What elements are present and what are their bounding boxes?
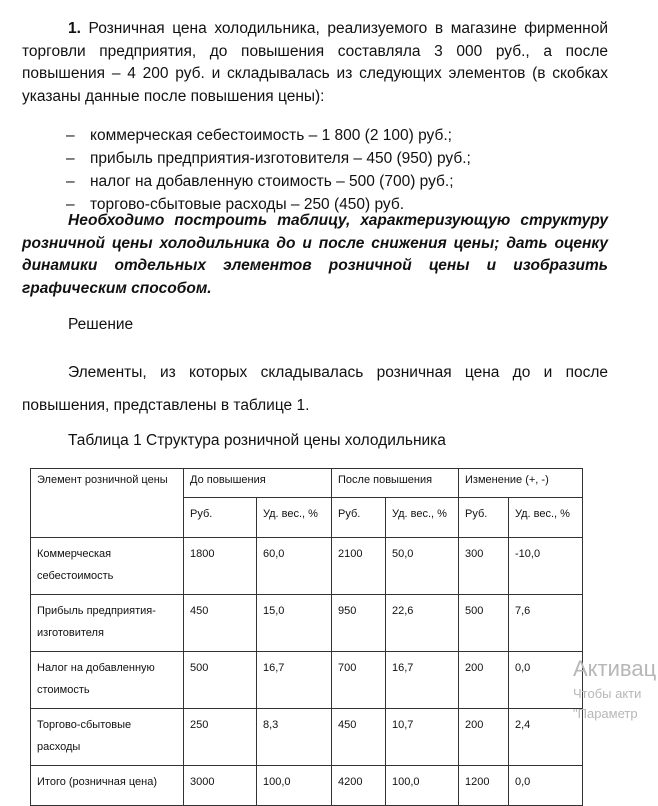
table-row [31,652,583,709]
table-caption: Таблица 1 Структура розничной цены холодильника [68,432,446,449]
table-cell: 500 [184,652,257,709]
row-label-line: Коммерческая [37,548,112,560]
table-cell: 500 [459,595,509,652]
header-after: После повышения [332,469,459,498]
header-element: Элемент розничной цены [31,469,184,538]
table-cell: -10,0 [509,538,583,595]
table-cell: 450 [332,709,386,766]
table-cell: 2100 [332,538,386,595]
watermark-line: "Параметр [573,706,638,721]
table-cell: 1200 [459,766,509,806]
list-item [66,124,606,147]
row-label-line: Прибыль предприятия- [37,605,156,617]
task-text: Розничная цена холодильника, реализуемого в магазине фирменной торговли предприятия, до повышения составляла 3 000 руб., а после повышения – 4 200 руб. и складывалась из следующих элементов (в скобках указаны данные после повышения цены): [22,20,609,105]
table-cell: 0,0 [509,766,583,806]
task-number: 1. [68,20,81,37]
task-paragraph [22,18,608,108]
table-row [31,595,583,652]
list-bullet: – [66,150,75,167]
table-cell: 16,7 [257,652,332,709]
table-cell: 4200 [332,766,386,806]
table-cell: 200 [459,652,509,709]
table-cell: 700 [332,652,386,709]
list-item-text: прибыль предприятия-изготовителя – 450 (950) руб.; [90,150,471,167]
list-bullet: – [66,196,75,213]
table-cell: 950 [332,595,386,652]
subheader-cell: Уд. вес., % [257,498,332,538]
table-cell: 50,0 [386,538,459,595]
list-item [66,147,606,170]
table-cell: 8,3 [257,709,332,766]
row-label: Итого (розничная цена) [31,766,184,806]
table-row [31,538,583,595]
table-cell: 0,0 [509,652,583,709]
row-label-line: изготовителя [37,627,104,639]
table-cell: 15,0 [257,595,332,652]
table-cell: 10,7 [386,709,459,766]
row-label-line: расходы [37,741,81,753]
subheader-cell: Руб. [332,498,386,538]
header-before: До повышения [184,469,332,498]
table-cell: 2,4 [509,709,583,766]
requirement-paragraph: Необходимо построить таблицу, характеризующую структуру розничной цены холодильника до и после снижения цены; дать оценку динамики отдельных элементов розничной цены и изобразить графическим способом. [22,212,608,297]
table-cell: 22,6 [386,595,459,652]
table-cell: 1800 [184,538,257,595]
elements-paragraph: Элементы, из которых складывалась розничная цена до и после повышения, представлены в таблице 1. [22,364,608,414]
table-cell: 300 [459,538,509,595]
table-row [31,709,583,766]
table-cell: 100,0 [257,766,332,806]
table-cell: 16,7 [386,652,459,709]
activation-watermark [573,654,656,724]
row-label [31,709,184,766]
table-cell: 450 [184,595,257,652]
list-item-text: налог на добавленную стоимость – 500 (700) руб.; [90,173,454,190]
header-change: Изменение (+, -) [459,469,583,498]
list-bullet: – [66,173,75,190]
table-cell: 200 [459,709,509,766]
row-label-line: себестоимость [37,570,114,582]
subheader-cell: Уд. вес., % [509,498,583,538]
table-total-row [31,766,583,806]
subheader-cell: Руб. [459,498,509,538]
watermark-line: Чтобы акти [573,686,642,701]
row-label [31,595,184,652]
table-cell: 250 [184,709,257,766]
solution-heading: Решение [68,316,134,333]
row-label [31,538,184,595]
row-label-line: стоимость [37,684,90,696]
table-cell: 100,0 [386,766,459,806]
row-label [31,652,184,709]
watermark-title: Активац [573,656,657,681]
table-cell: 7,6 [509,595,583,652]
list-item-text: торгово-сбытовые расходы – 250 (450) руб. [90,196,405,213]
table-cell: 3000 [184,766,257,806]
subheader-cell: Уд. вес., % [386,498,459,538]
list-item [66,170,606,193]
row-label-line: Налог на добавленную [37,662,155,674]
table-header-row [31,469,583,498]
list-bullet: – [66,127,75,144]
subheader-cell: Руб. [184,498,257,538]
price-structure-table [30,468,583,806]
price-elements-list [66,124,606,216]
row-label-line: Торгово-сбытовые [37,719,132,731]
table-cell: 60,0 [257,538,332,595]
list-item-text: коммерческая себестоимость – 1 800 (2 100) руб.; [90,127,452,144]
